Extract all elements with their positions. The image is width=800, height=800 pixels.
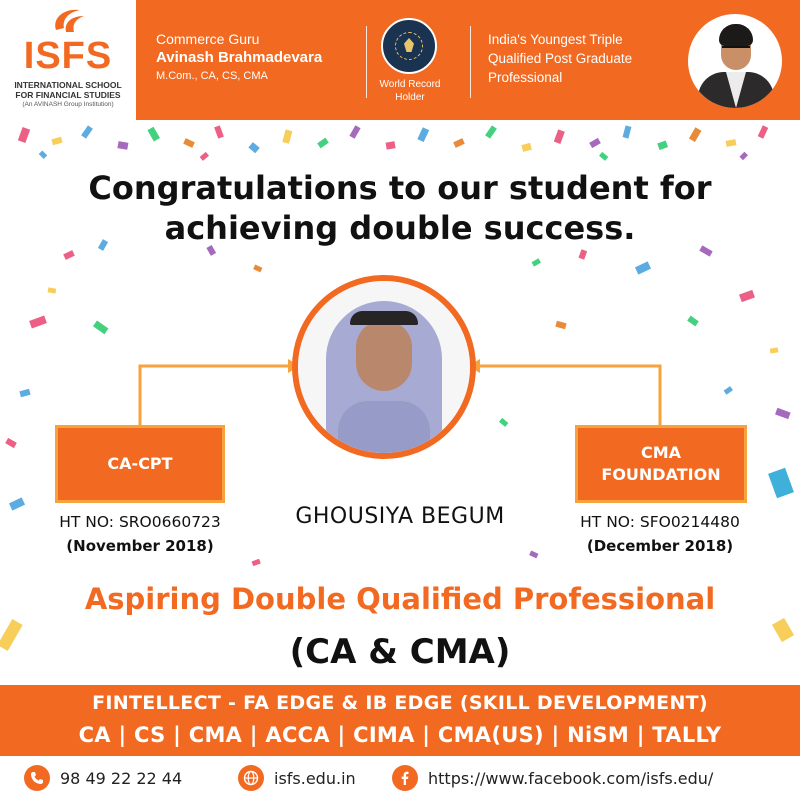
footer-programs: FINTELLECT - FA EDGE & IB EDGE (SKILL DEVELOPMENT) [92,692,708,714]
facebook-link[interactable] [392,764,713,792]
facebook-icon [392,765,418,791]
photo-face [356,321,412,391]
globe-icon [238,765,264,791]
cma-hall-ticket [545,510,775,558]
ca-cpt-month: (November 2018) [66,537,214,555]
ca-cpt-hall-ticket [20,510,260,558]
website-link[interactable] [238,764,356,792]
photo-hijab-fold [338,401,430,459]
ca-cpt-title: CA-CPT [107,454,173,473]
student-name: GHOUSIYA BEGUM [295,504,505,529]
phone-contact[interactable] [24,764,182,792]
aspiring-heading: Aspiring Double Qualified Professional [84,582,716,616]
qualifications-heading: (CA & CMA) [289,632,511,672]
cma-foundation-box [575,425,747,503]
cma-title-line1: CMA [640,443,682,462]
facebook-url: https://www.facebook.com/isfs.edu/ [428,768,714,788]
congratulations-headline: Congratulations to our student for achieving double success. [88,169,712,247]
cma-title-line2: FOUNDATION [601,465,721,484]
header-tagline: India's Youngest Triple Qualified Post Graduate Professional [488,32,633,85]
phone-number: 98 49 22 22 44 [60,768,183,788]
student-photo [292,275,476,459]
logo-tagline: (An AVINASH Group Institution) [22,101,114,108]
guru-title: Commerce Guru [156,31,260,47]
guru-name: Avinash Brahmadevara [156,49,323,66]
world-record-label: World Record Holder [379,79,441,103]
cma-month: (December 2018) [586,537,734,555]
cma-ht-no: HT NO: SFO0214480 [580,513,740,531]
ca-cpt-box [55,425,225,503]
logo-text: ISFS [23,35,113,77]
logo-subtitle: INTERNATIONAL SCHOOL FOR FINANCIAL STUDIES [14,80,122,100]
guru-qualifications: M.Com., CA, CS, CMA [156,70,268,82]
phone-icon [24,765,50,791]
website-url: isfs.edu.in [274,768,356,788]
photo-headband [350,311,418,325]
footer-courses: CA | CS | CMA | ACCA | CIMA | CMA(US) | NiSM | TALLY [78,723,722,747]
ca-cpt-ht-no: HT NO: SRO0660723 [59,513,221,531]
